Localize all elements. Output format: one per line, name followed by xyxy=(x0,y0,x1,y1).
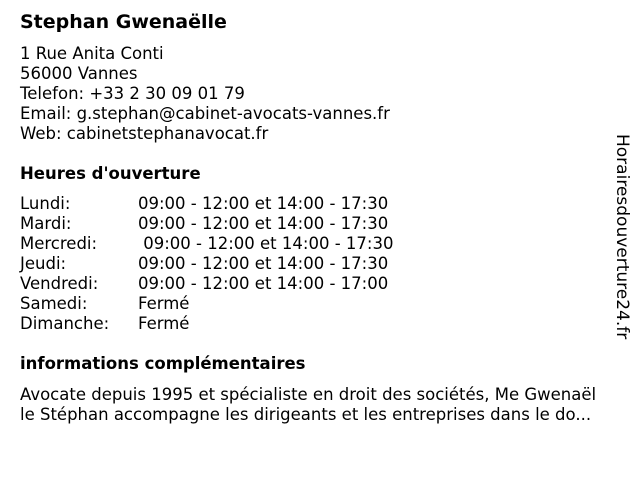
hours-time: 09:00 - 12:00 et 14:00 - 17:30 xyxy=(138,194,389,213)
site-watermark: Horairesdouverture24.fr xyxy=(612,134,632,340)
hours-day: Samedi: xyxy=(20,294,88,313)
info-line-1: Avocate depuis 1995 et spécialiste en droit des sociétés, Me Gwenaël xyxy=(20,385,597,404)
info-line-2: le Stéphan accompagne les dirigeants et les entreprises dans le do... xyxy=(20,405,592,424)
hours-row xyxy=(20,194,393,214)
business-name: Stephan Gwenaëlle xyxy=(20,11,227,33)
hours-day: Vendredi: xyxy=(20,274,99,293)
hours-time: Fermé xyxy=(138,294,190,313)
email-text: Email: g.stephan@cabinet-avocats-vannes.fr xyxy=(20,104,390,123)
hours-day: Mardi: xyxy=(20,214,72,233)
opening-hours-table xyxy=(20,194,393,334)
hours-row xyxy=(20,294,393,314)
web-text: Web: cabinetstephanavocat.fr xyxy=(20,124,269,143)
hours-time: 09:00 - 12:00 et 14:00 - 17:30 xyxy=(138,214,389,233)
hours-time: Fermé xyxy=(138,314,190,333)
hours-day: Lundi: xyxy=(20,194,71,213)
hours-day: Mercredi: xyxy=(20,234,98,253)
hours-time: 09:00 - 12:00 et 14:00 - 17:00 xyxy=(138,274,389,293)
hours-heading: Heures d'ouverture xyxy=(20,164,201,183)
hours-day: Dimanche: xyxy=(20,314,110,333)
hours-row xyxy=(20,314,393,334)
hours-day: Jeudi: xyxy=(20,254,67,273)
hours-time: 09:00 - 12:00 et 14:00 - 17:30 xyxy=(138,254,389,273)
phone-text: Telefon: +33 2 30 09 01 79 xyxy=(20,84,245,103)
hours-row xyxy=(20,214,393,234)
contact-block xyxy=(20,44,390,144)
hours-row xyxy=(20,254,393,274)
info-description xyxy=(20,385,630,425)
hours-time: 09:00 - 12:00 et 14:00 - 17:30 xyxy=(138,234,394,253)
hours-row xyxy=(20,234,393,254)
address-line-1: 1 Rue Anita Conti xyxy=(20,44,164,63)
address-line-2: 56000 Vannes xyxy=(20,64,138,83)
hours-row xyxy=(20,274,393,294)
info-heading: informations complémentaires xyxy=(20,354,306,373)
